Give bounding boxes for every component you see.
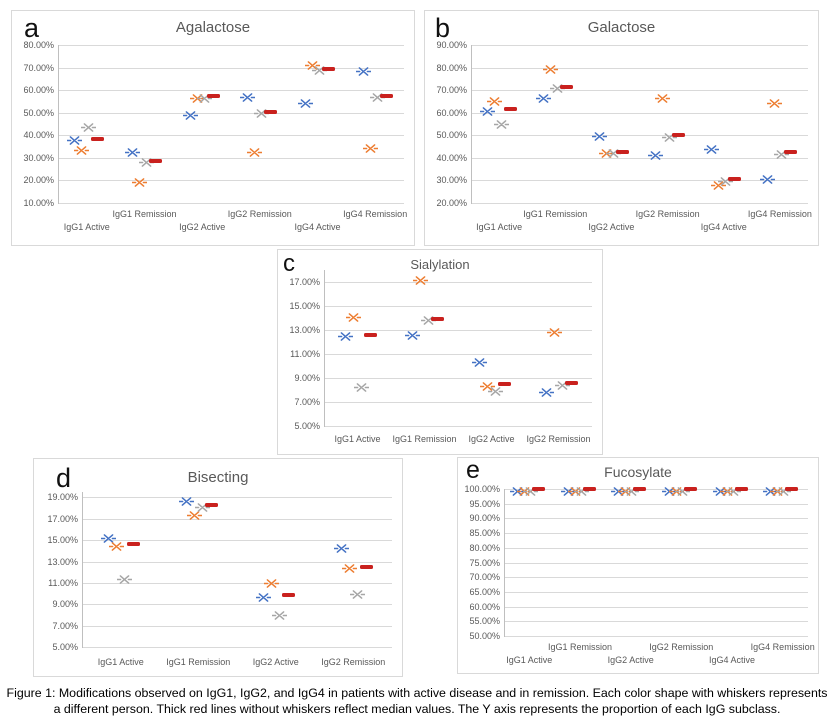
gridline [471, 203, 808, 204]
y-tick-label: 90.00% [469, 513, 500, 524]
x-category-label: IgG2 Remission [526, 434, 591, 444]
x-whisker-icon [354, 382, 369, 393]
gridline [58, 158, 404, 159]
marker-median [431, 317, 444, 321]
marker-patient-gray [350, 587, 365, 598]
y-tick-label: 13.00% [47, 556, 78, 567]
gridline [504, 518, 808, 519]
x-whisker-icon [487, 96, 502, 107]
gridline [82, 647, 392, 648]
gridline [58, 135, 404, 136]
x-category-label: IgG1 Active [506, 655, 553, 665]
marker-patient-blue [183, 108, 198, 119]
y-tick-label: 70.00% [436, 85, 467, 96]
marker-patient-blue [338, 329, 353, 340]
x-whisker-icon [539, 387, 554, 398]
y-tick-label: 85.00% [469, 528, 500, 539]
gridline [504, 636, 808, 637]
panel-c [277, 249, 603, 455]
gridline [58, 180, 404, 181]
marker-median [282, 593, 295, 597]
marker-patient-orange [655, 91, 670, 102]
x-whisker-icon [74, 145, 89, 156]
marker-patient-orange [363, 141, 378, 152]
y-tick-label: 11.00% [48, 577, 78, 588]
x-category-label: IgG4 Remission [750, 642, 815, 652]
marker-median [684, 487, 697, 491]
marker-median [532, 487, 545, 491]
marker-patient-blue [179, 494, 194, 505]
x-category-label: IgG2 Active [252, 657, 299, 667]
marker-patient-orange [132, 175, 147, 186]
x-whisker-icon [592, 131, 607, 142]
figure-caption [0, 686, 834, 718]
marker-median [672, 133, 685, 137]
marker-patient-blue [592, 129, 607, 140]
x-category-label: IgG2 Active [468, 434, 515, 444]
x-category-label: IgG4 Active [294, 222, 341, 232]
x-category-label: IgG2 Remission [649, 642, 714, 652]
marker-median [633, 487, 646, 491]
y-tick-label: 9.00% [294, 373, 320, 383]
x-category-label: IgG2 Active [607, 655, 654, 665]
panel-d [33, 458, 403, 677]
marker-median [91, 137, 104, 141]
x-whisker-icon [655, 93, 670, 104]
x-whisker-icon [342, 563, 357, 574]
x-whisker-icon [240, 92, 255, 103]
gridline [471, 158, 808, 159]
y-tick-label: 95.00% [469, 498, 500, 509]
x-whisker-icon [648, 150, 663, 161]
x-whisker-icon [488, 386, 503, 397]
x-whisker-icon [272, 610, 287, 621]
marker-median [380, 94, 393, 98]
y-axis-line [324, 270, 325, 427]
marker-median [565, 381, 578, 385]
y-tick-label: 60.00% [23, 85, 54, 96]
x-category-label: IgG1 Remission [112, 209, 177, 219]
x-category-label: IgG2 Remission [321, 657, 386, 667]
panel-title-a: Agalactose [175, 19, 251, 36]
y-tick-label: 10.00% [23, 198, 54, 208]
x-whisker-icon [81, 122, 96, 133]
x-whisker-icon [179, 496, 194, 507]
y-tick-label: 5.00% [294, 421, 320, 431]
x-category-label: IgG2 Remission [635, 209, 700, 219]
marker-median [735, 487, 748, 491]
panel-e [457, 457, 819, 674]
x-whisker-icon [109, 541, 124, 552]
gridline [504, 548, 808, 549]
y-tick-label: 30.00% [23, 152, 54, 163]
y-tick-label: 50.00% [436, 130, 467, 141]
y-tick-label: 13.00% [289, 325, 320, 335]
x-category-label: IgG4 Remission [747, 209, 812, 219]
marker-median [127, 542, 140, 546]
marker-patient-orange [247, 145, 262, 156]
marker-patient-blue [334, 541, 349, 552]
marker-median [616, 150, 629, 154]
x-whisker-icon [760, 174, 775, 185]
x-whisker-icon [183, 110, 198, 121]
x-whisker-icon [132, 177, 147, 188]
panel-a [11, 10, 415, 246]
y-tick-label: 60.00% [436, 107, 467, 118]
x-category-label: IgG1 Remission [166, 657, 231, 667]
x-whisker-icon [472, 357, 487, 368]
marker-median [322, 67, 335, 71]
panel-title-d: Bisecting [187, 469, 249, 486]
gridline [58, 90, 404, 91]
panel-letter-b: b [435, 13, 451, 43]
marker-patient-blue [472, 355, 487, 366]
gridline [58, 113, 404, 114]
gridline [504, 607, 808, 608]
x-category-label: IgG1 Remission [392, 434, 457, 444]
figure-caption-line1: Figure 1: Modifications observed on IgG1, IgG2, and IgG4 in patients with active disease and in remission. Each color shape with whiskers represents [6, 686, 828, 700]
y-tick-label: 80.00% [469, 542, 500, 553]
y-tick-label: 65.00% [469, 586, 500, 597]
marker-patient-blue [536, 91, 551, 102]
y-tick-label: 17.00% [47, 513, 78, 524]
y-tick-label: 75.00% [469, 557, 500, 568]
y-tick-label: 19.00% [47, 492, 78, 503]
gridline [82, 604, 392, 605]
x-category-label: IgG4 Remission [343, 209, 408, 219]
x-category-label: IgG1 Remission [547, 642, 613, 652]
marker-patient-orange [547, 325, 562, 336]
marker-median [504, 107, 517, 111]
marker-patient-blue [298, 96, 313, 107]
marker-patient-blue [648, 148, 663, 159]
y-tick-label: 40.00% [23, 130, 54, 141]
marker-patient-blue [405, 328, 420, 339]
gridline [324, 354, 592, 355]
x-whisker-icon [264, 578, 279, 589]
panel-letter-e: e [466, 456, 480, 484]
gridline [82, 519, 392, 520]
marker-patient-blue [760, 172, 775, 183]
marker-median [498, 382, 511, 386]
x-category-label: IgG1 Active [334, 434, 381, 444]
x-whisker-icon [413, 275, 428, 286]
gridline [504, 621, 808, 622]
marker-median [784, 150, 797, 154]
marker-patient-orange [487, 94, 502, 105]
marker-patient-orange [342, 561, 357, 572]
x-whisker-icon [346, 312, 361, 323]
panel-b [424, 10, 819, 246]
marker-patient-blue [256, 590, 271, 601]
x-whisker-icon [256, 592, 271, 603]
y-tick-label: 90.00% [436, 40, 467, 50]
marker-patient-orange [264, 576, 279, 587]
y-tick-label: 15.00% [289, 301, 320, 311]
y-tick-label: 11.00% [290, 349, 320, 359]
gridline [324, 378, 592, 379]
gridline [504, 592, 808, 593]
panel-letter-d: d [56, 463, 72, 493]
y-axis-line [58, 45, 59, 204]
gridline [324, 306, 592, 307]
marker-patient-orange [413, 273, 428, 284]
x-whisker-icon [247, 147, 262, 158]
y-tick-label: 70.00% [469, 572, 500, 583]
y-tick-label: 40.00% [436, 152, 467, 163]
y-tick-label: 60.00% [469, 601, 500, 612]
gridline [504, 577, 808, 578]
x-whisker-icon [298, 98, 313, 109]
marker-patient-gray [81, 120, 96, 131]
y-tick-label: 55.00% [469, 616, 500, 627]
x-category-label: IgG2 Active [179, 222, 226, 232]
panel-letter-c: c [283, 250, 295, 277]
x-category-label: IgG2 Remission [227, 209, 292, 219]
marker-patient-blue [539, 385, 554, 396]
gridline [82, 626, 392, 627]
gridline [471, 113, 808, 114]
x-whisker-icon [117, 574, 132, 585]
gridline [324, 402, 592, 403]
y-tick-label: 20.00% [436, 198, 467, 208]
x-whisker-icon [350, 589, 365, 600]
marker-median [785, 487, 798, 491]
marker-median [149, 159, 162, 163]
y-tick-label: 50.00% [469, 631, 500, 641]
marker-median [207, 94, 220, 98]
x-whisker-icon [334, 543, 349, 554]
y-tick-label: 7.00% [294, 397, 320, 407]
gridline [324, 282, 592, 283]
x-whisker-icon [356, 66, 371, 77]
x-whisker-icon [543, 64, 558, 75]
marker-patient-gray [494, 117, 509, 128]
marker-median [205, 503, 218, 507]
gridline [82, 497, 392, 498]
gridline [504, 533, 808, 534]
y-tick-label: 5.00% [52, 642, 78, 652]
x-whisker-icon [536, 93, 551, 104]
gridline [471, 45, 808, 46]
marker-patient-orange [767, 96, 782, 107]
y-tick-label: 50.00% [23, 107, 54, 118]
gridline [471, 135, 808, 136]
y-axis-line [504, 489, 505, 637]
x-whisker-icon [125, 147, 140, 158]
marker-patient-orange [109, 539, 124, 550]
x-whisker-icon [547, 327, 562, 338]
marker-median [264, 110, 277, 114]
x-whisker-icon [363, 143, 378, 154]
marker-patient-blue [240, 90, 255, 101]
gridline [504, 563, 808, 564]
panel-title-b: Galactose [587, 19, 656, 36]
panel-title-e: Fucosylate [604, 464, 672, 480]
marker-median [583, 487, 596, 491]
x-whisker-icon [338, 331, 353, 342]
y-tick-label: 20.00% [23, 175, 54, 186]
gridline [58, 68, 404, 69]
marker-patient-gray [117, 572, 132, 583]
y-axis-line [82, 492, 83, 648]
x-category-label: IgG1 Active [63, 222, 110, 232]
marker-patient-orange [543, 62, 558, 73]
gridline [58, 45, 404, 46]
marker-patient-orange [346, 310, 361, 321]
panel-title-c: Sialylation [410, 257, 470, 272]
x-category-label: IgG1 Active [97, 657, 144, 667]
panel-letter-a: a [24, 13, 40, 43]
y-tick-label: 7.00% [52, 620, 78, 631]
marker-patient-gray [272, 608, 287, 619]
marker-median [360, 565, 373, 569]
marker-median [560, 85, 573, 89]
gridline [504, 504, 808, 505]
gridline [471, 180, 808, 181]
marker-patient-blue [356, 64, 371, 75]
x-category-label: IgG4 Active [700, 222, 747, 232]
x-whisker-icon [480, 106, 495, 117]
x-whisker-icon [494, 119, 509, 130]
y-tick-label: 30.00% [436, 175, 467, 186]
gridline [58, 203, 404, 204]
marker-median [728, 177, 741, 181]
figure-caption-line2: a different person. Thick red lines without whiskers reflect median values. The Y axis represents the proportion of each IgG subclass. [53, 701, 781, 716]
x-whisker-icon [704, 144, 719, 155]
y-tick-label: 17.00% [289, 277, 320, 287]
gridline [471, 90, 808, 91]
y-tick-label: 9.00% [52, 599, 78, 610]
marker-patient-blue [704, 142, 719, 153]
y-axis-line [471, 45, 472, 204]
marker-patient-gray [354, 380, 369, 391]
x-whisker-icon [767, 98, 782, 109]
x-category-label: IgG2 Active [588, 222, 635, 232]
x-category-label: IgG1 Active [476, 222, 523, 232]
y-tick-label: 15.00% [47, 535, 78, 546]
y-tick-label: 80.00% [23, 40, 54, 50]
x-whisker-icon [405, 330, 420, 341]
gridline [324, 426, 592, 427]
gridline [471, 68, 808, 69]
y-tick-label: 70.00% [23, 62, 54, 73]
y-tick-label: 100.00% [464, 484, 500, 494]
x-category-label: IgG1 Remission [523, 209, 588, 219]
marker-patient-blue [125, 145, 140, 156]
marker-median [364, 333, 377, 337]
y-tick-label: 80.00% [436, 62, 467, 73]
marker-patient-orange [74, 143, 89, 154]
x-category-label: IgG4 Active [708, 655, 756, 665]
